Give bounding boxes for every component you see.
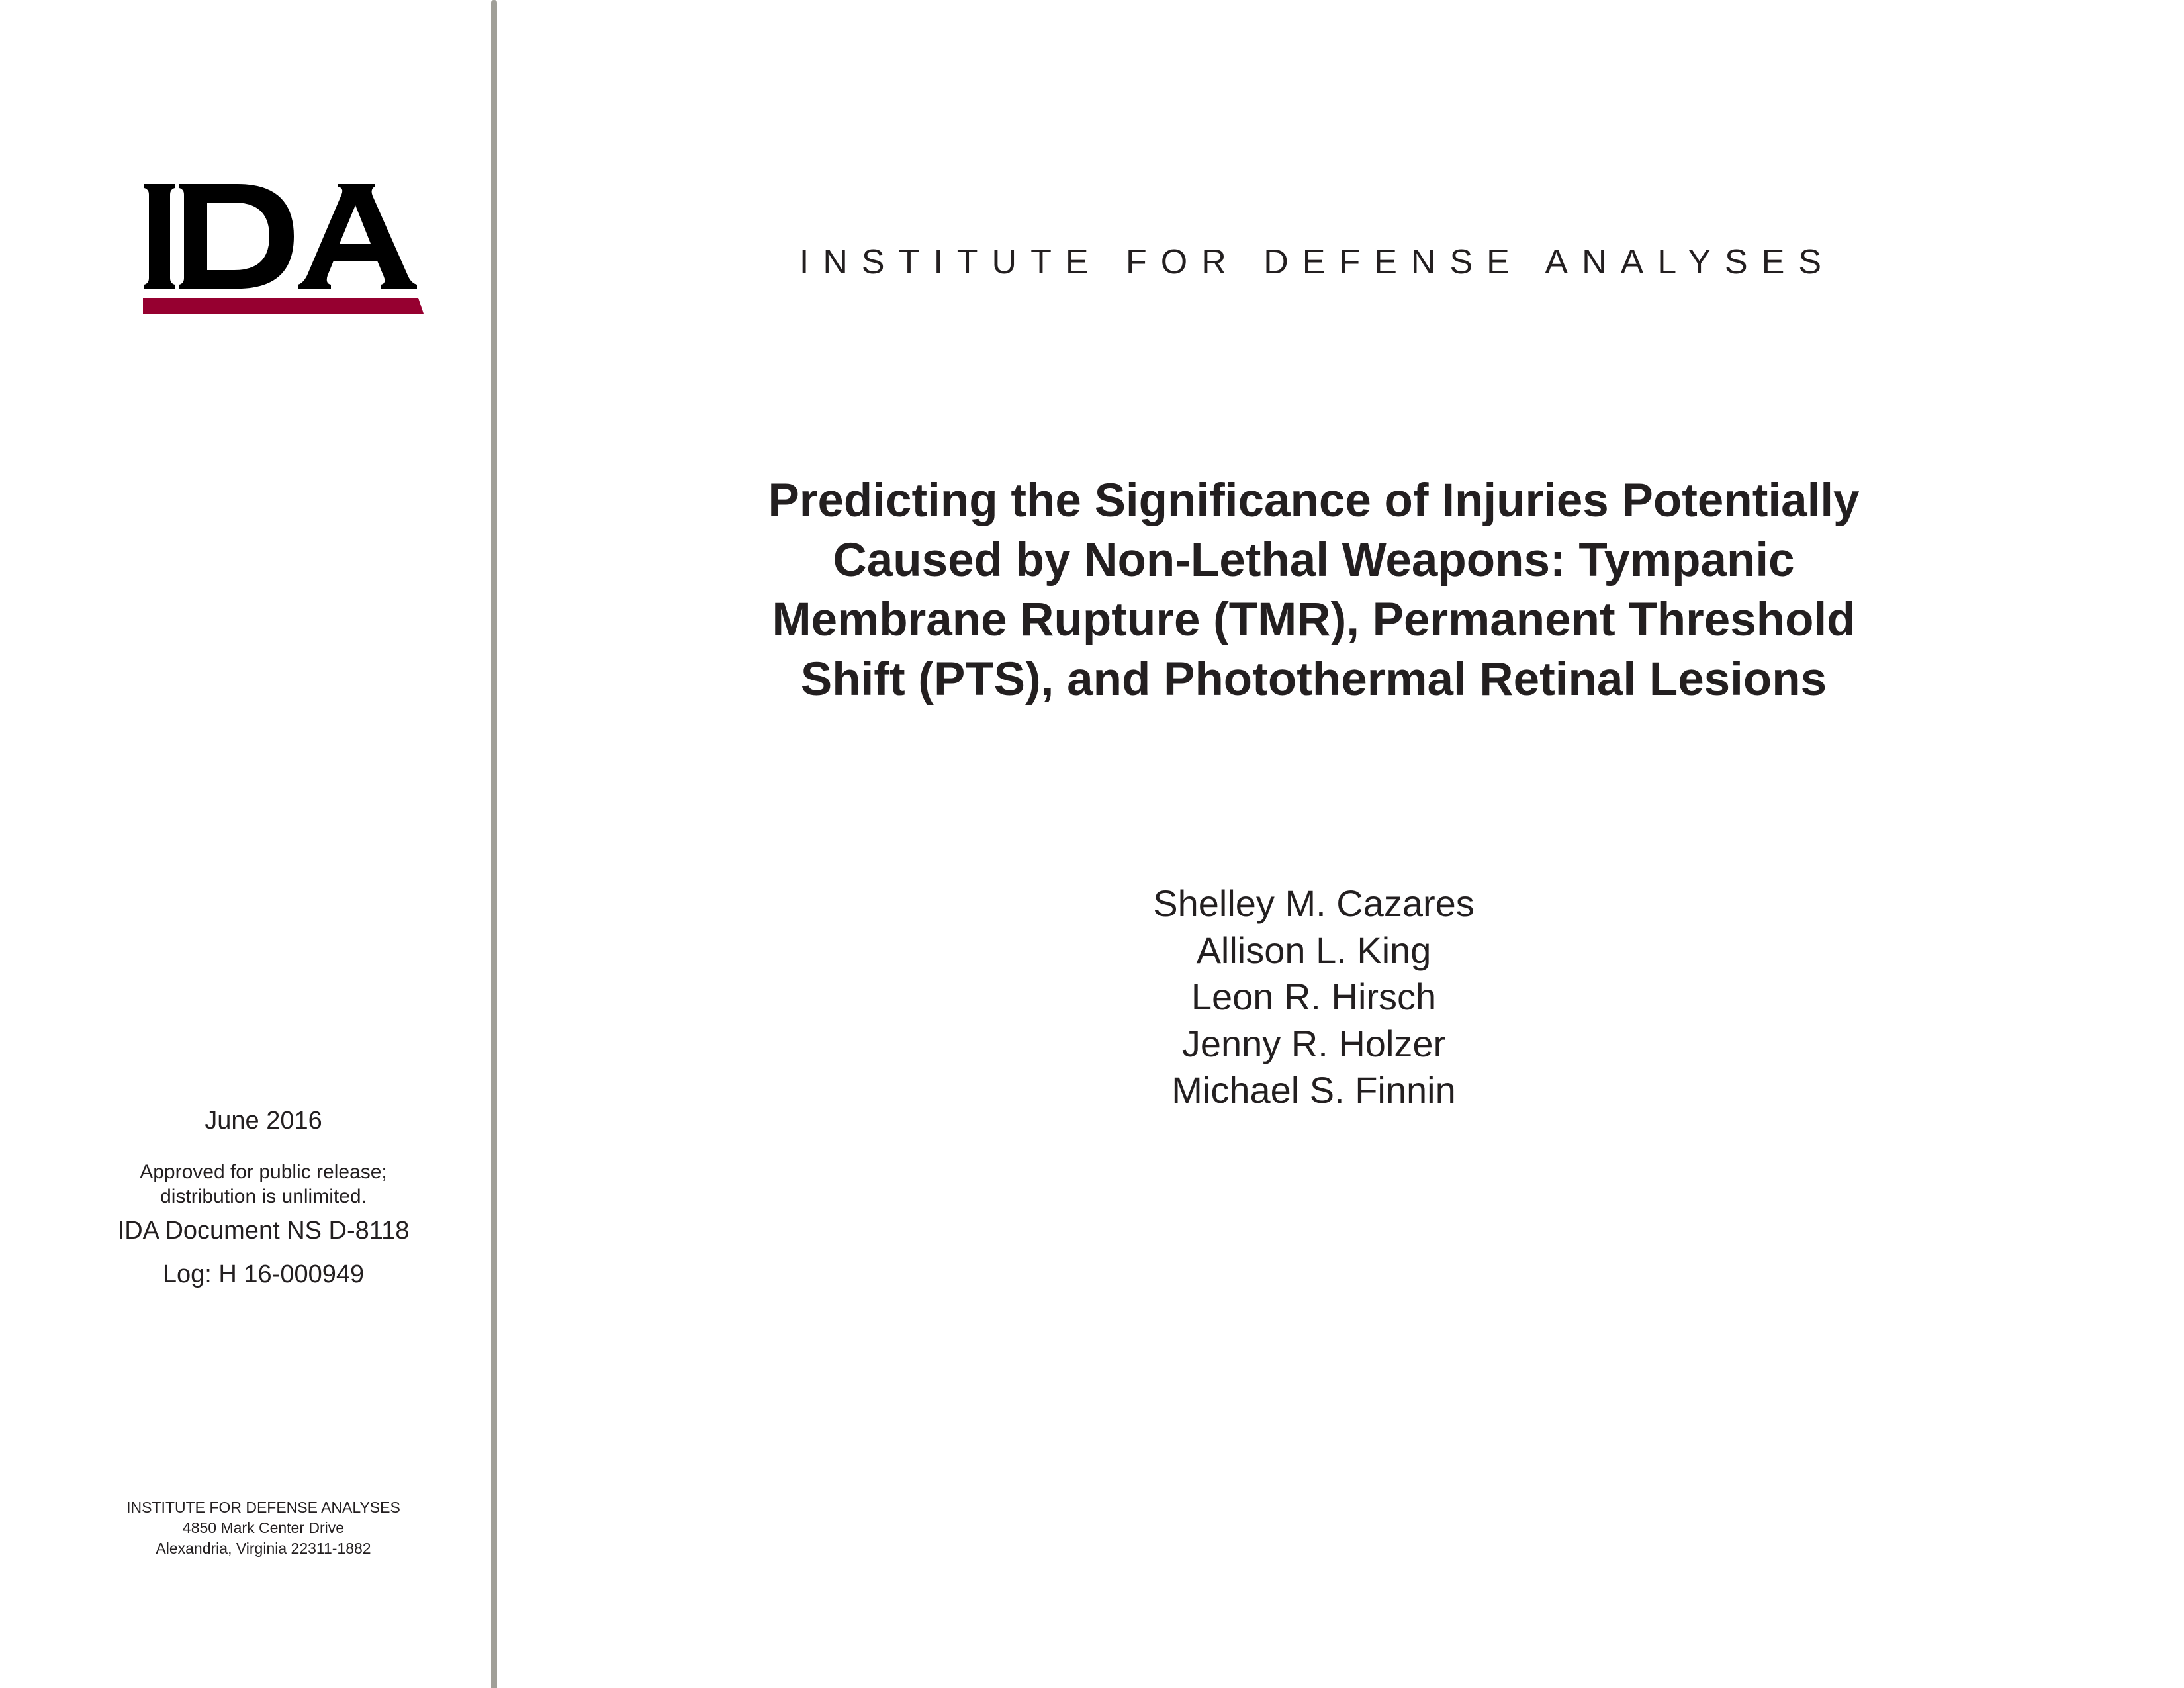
organization-address [60,1497,467,1559]
ida-logo [142,179,428,318]
address-line: 4850 Mark Center Drive [182,1519,345,1536]
title-line: Predicting the Significance of Injuries Potentially [768,475,1860,527]
author-name: Michael S. Finnin [1171,1069,1456,1111]
publication-date: June 2016 [205,1107,322,1135]
title-line: Caused by Non-Lethal Weapons: Tympanic [833,534,1795,586]
author-name: Shelley M. Cazares [1153,882,1475,924]
release-statement [60,1160,467,1209]
address-line: Alexandria, Virginia 22311-1882 [156,1540,371,1557]
address-line: INSTITUTE FOR DEFENSE ANALYSES [126,1499,400,1516]
release-line: distribution is unlimited. [160,1186,367,1207]
organization-header: INSTITUTE FOR DEFENSE ANALYSES [799,243,1836,281]
title-line: Shift (PTS), and Photothermal Retinal Lesions [800,653,1827,706]
author-list [983,880,1645,1114]
document-title [652,471,1976,710]
release-line: Approved for public release; [140,1161,387,1183]
author-name: Leon R. Hirsch [1191,976,1437,1017]
title-line: Membrane Rupture (TMR), Permanent Threshold [772,594,1856,646]
author-name: Jenny R. Holzer [1181,1022,1446,1064]
document-number: IDA Document NS D-8118 [117,1217,410,1244]
log-number: Log: H 16-000949 [162,1260,365,1288]
author-name: Allison L. King [1196,929,1432,971]
vertical-divider [491,0,497,1688]
